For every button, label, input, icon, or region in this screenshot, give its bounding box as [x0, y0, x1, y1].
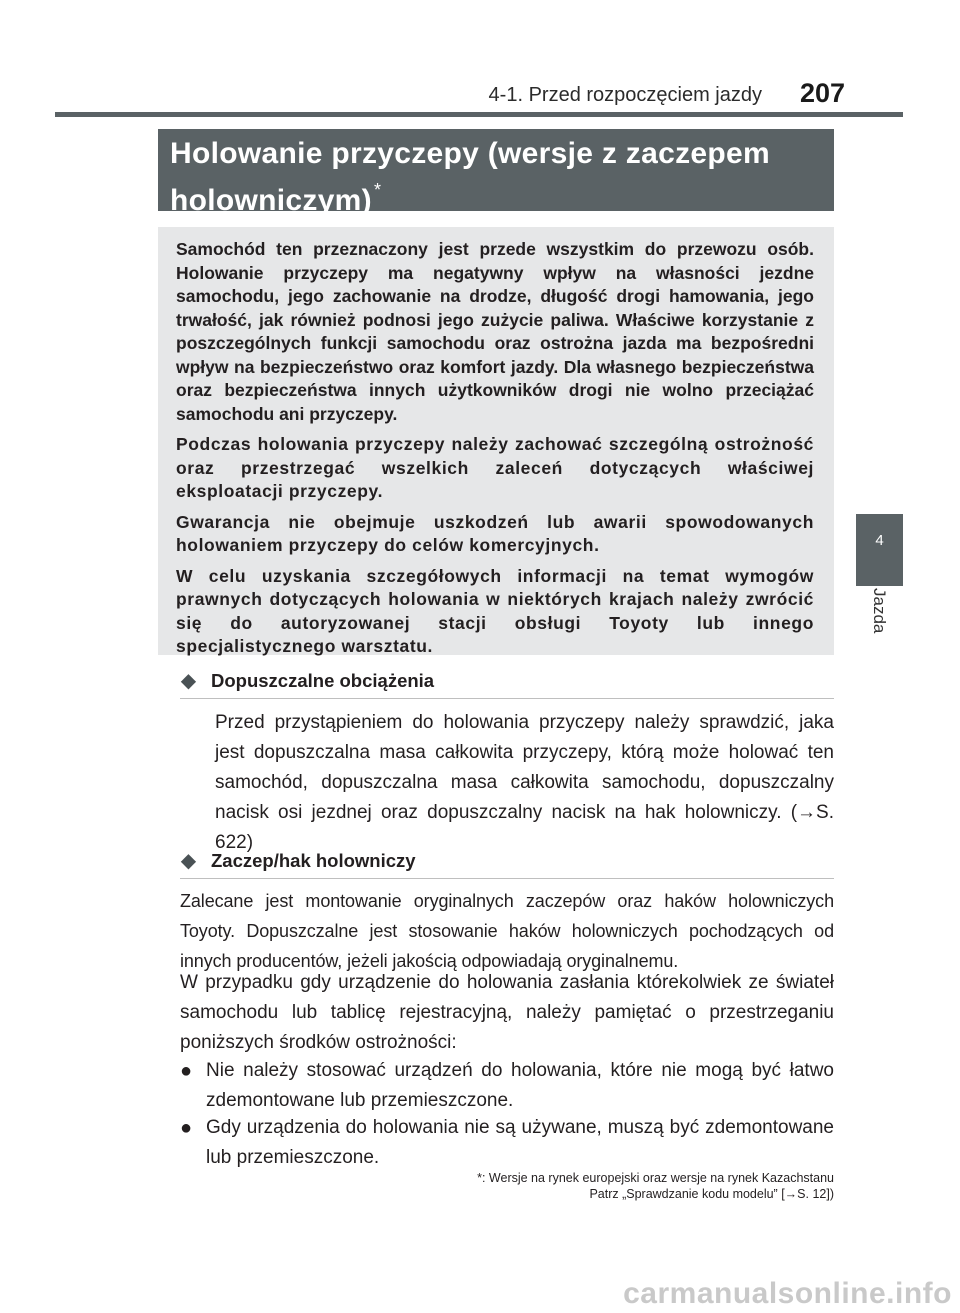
- list-item: [180, 1056, 834, 1116]
- bullet-icon: ●: [180, 1060, 193, 1082]
- hitch-paragraph-1: Zalecane jest montowanie oryginalnych zaczepów oraz haków holowniczych Toyoty. Dopuszczalne jest stosowanie haków holowniczych pochodzących od innych producentów, jeżeli jakością odpowiadają oryginalnemu.: [180, 891, 834, 971]
- bullet-icon: ●: [180, 1117, 193, 1139]
- diamond-icon: ◆: [180, 850, 197, 872]
- page-title-text: Holowanie przyczepy (wersje z zaczepem holowniczym): [170, 137, 770, 217]
- section-heading-text: Zaczep/hak holowniczy: [211, 849, 416, 871]
- footnote-line: Patrz „Sprawdzanie kodu modelu” [→S. 12]): [589, 1187, 834, 1201]
- page-title: [170, 136, 822, 219]
- chapter-tab: [856, 514, 903, 586]
- intro-paragraph: Gwarancja nie obejmuje uszkodzeń lub awarii spowodowanych holowaniem przyczepy do celów komercyjnych.: [176, 511, 814, 555]
- chapter-label: Jazda: [870, 588, 889, 634]
- page-title-box: [158, 129, 834, 217]
- asterisk-mark: *: [373, 180, 382, 200]
- list-item-text: Gdy urządzenia do holowania nie są używane, muszą być zdemontowane lub przemieszczone.: [206, 1117, 834, 1168]
- list-item-text: Nie należy stosować urządzeń do holowania, które nie mogą być łatwo zdemontowane lub przemieszczone.: [206, 1060, 834, 1111]
- footnote: [477, 1170, 834, 1202]
- intro-paragraph: Samochód ten przeznaczony jest przede wszystkim do przewozu osób. Holowanie przyczepy ma negatywny wpływ na własności jezdne samochodu, jego zachowanie na drodze, długość drogi hamowania, jego trwałość, jak również podnosi jego zużycie paliwa. Właściwe korzystanie z poszczególnych funkcji samochodu oraz ostrożna jazda ma bezpośredni wpływ na bezpieczeństwo oraz komfort jazdy. Dla własnego bezpieczeństwa oraz bezpieczeństwa innych użytkowników drogi nie wolno przeciążać samochodu ani przyczepy.: [176, 239, 814, 424]
- section-heading-loads: [180, 668, 834, 699]
- page-number: 207: [799, 78, 845, 108]
- header-section-title: 4-1. Przed rozpoczęciem jazdy: [488, 84, 762, 106]
- loads-paragraph: Przed przystąpieniem do holowania przyczepy należy sprawdzić, jaka jest dopuszczalna masa całkowita przyczepy, którą może holować ten samochód, dopuszczalna masa całkowita samochodu, dopuszczalny nacisk osi jezdnej oraz dopuszczalny nacisk na hak holowniczy. (→S. 622): [215, 712, 834, 853]
- footnote-line: *: Wersje na rynek europejski oraz wersje na rynek Kazachstanu: [477, 1171, 834, 1185]
- intro-paragraph: Podczas holowania przyczepy należy zachować szczególną ostrożność oraz przestrzegać wszelkich zaleceń dotyczących właściwej eksploatacji przyczepy.: [176, 434, 814, 501]
- intro-box: [158, 227, 834, 655]
- list-item: [180, 1113, 834, 1173]
- hitch-paragraph-2: W przypadku gdy urządzenie do holowania zasłania którekolwiek ze świateł samochodu lub tablicę rejestracyjną, należy pamiętać o przestrzeganiu poniższych środków ostrożności:: [180, 972, 834, 1053]
- chapter-number: 4: [875, 532, 884, 549]
- watermark: carmanualsonline.info: [623, 1277, 952, 1310]
- intro-paragraph: W celu uzyskania szczegółowych informacji na temat wymogów prawnych dotyczących holowania w niektórych krajach należy zwrócić się do autoryzowanej stacji obsługi Toyoty lub innego specjalistycznego warsztatu.: [176, 565, 814, 656]
- header-rule: [55, 112, 903, 117]
- section-heading-hitch: [180, 848, 834, 879]
- diamond-icon: ◆: [180, 670, 197, 692]
- section-heading-text: Dopuszczalne obciążenia: [211, 669, 435, 691]
